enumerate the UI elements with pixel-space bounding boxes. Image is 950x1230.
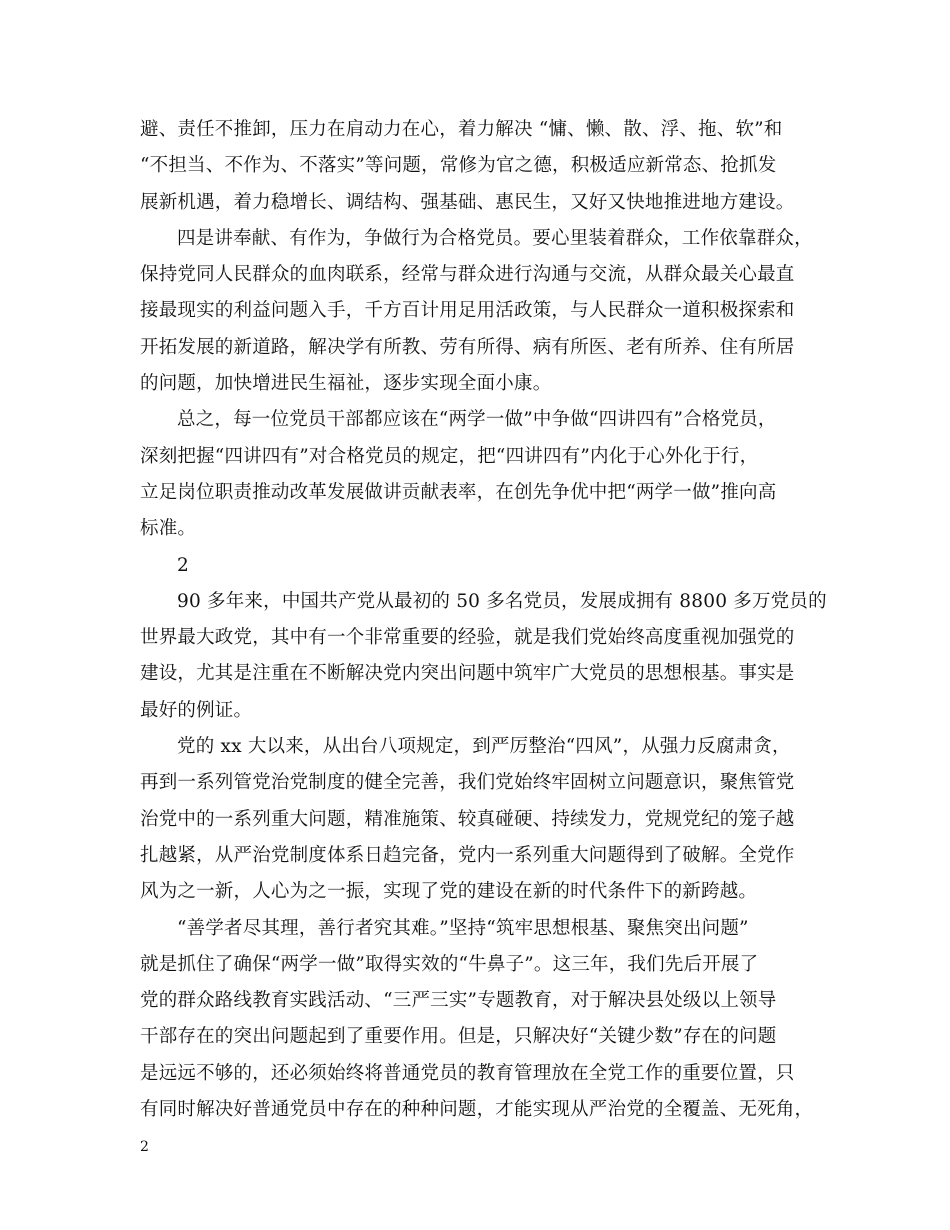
text-line: 展新机遇，着力稳增长、调结构、强基础、惠民生，又好又快地推进地方建设。: [140, 191, 795, 213]
text-line: 开拓发展的新道路，解决学有所教、劳有所得、病有所医、老有所养、住有所居: [140, 336, 795, 358]
text-line: 党的群众路线教育实践活动、“三严三实”专题教育，对于解决县处级以上领导: [140, 990, 777, 1012]
text-line: 扎越紧，从严治党制度体系日趋完备，党内一系列重大问题得到了破解。全党作: [140, 844, 795, 866]
text-line: 是远远不够的，还必须始终将普通党员的教育管理放在全党工作的重要位置，只: [140, 1062, 795, 1084]
text-line: 四是讲奉献、有作为，争做行为合格党员。要心里装着群众，工作依靠群众，: [177, 227, 813, 249]
text-line: 接最现实的利益问题入手，千方百计用足用活政策，与人民群众一道积极探索和: [140, 300, 795, 322]
text-line: 党的 xx 大以来，从出台八项规定，到严厉整治“四风”，从强力反腐肃贪，: [177, 736, 791, 758]
text-line: 立足岗位职责推动改革发展做讲贡献表率，在创先争优中把“两学一做”推向高: [140, 481, 777, 503]
text-line: 再到一系列管党治党制度的健全完善，我们党始终牢固树立问题意识，聚焦管党: [140, 772, 795, 794]
text-line: 就是抓住了确保“两学一做”取得实效的“牛鼻子”。这三年，我们先后开展了: [140, 953, 759, 975]
page-number: 2: [140, 1139, 149, 1155]
text-line: 避、责任不推卸，压力在肩动力在心，着力解决 “慵、懒、散、浮、拖、软”和: [140, 119, 783, 140]
text-line: 有同时解决好普通党员中存在的种种问题，才能实现从严治党的全覆盖、无死角，: [140, 1099, 814, 1121]
text-line: 干部存在的突出问题起到了重要作用。但是，只解决好“关键少数”存在的问题: [140, 1026, 777, 1048]
text-line: 的问题，加快增进民生福祉，逐步实现全面小康。: [140, 373, 552, 395]
text-line: 2: [177, 554, 189, 576]
text-line: “善学者尽其理，善行者究其难。”坚持“筑牢思想根基、聚焦突出问题”: [177, 917, 749, 939]
document-body: [140, 112, 830, 1128]
text-line: 总之，每一位党员干部都应该在“两学一做”中争做“四讲四有”合格党员，: [177, 409, 777, 431]
text-line: 世界最大政党，其中有一个非常重要的经验，就是我们党始终高度重视加强党的: [140, 627, 795, 649]
text-line: 标准。: [140, 518, 197, 540]
text-line: 深刻把握“四讲四有”对合格党员的规定，把“四讲四有”内化于心外化于行，: [140, 445, 759, 467]
text-line: 建设，尤其是注重在不断解决党内突出问题中筑牢广大党员的思想根基。事实是: [140, 663, 795, 685]
text-line: “不担当、不作为、不落实”等问题，常修为官之德，积极适应新常态、抢抓发: [140, 155, 777, 177]
text-line: 治党中的一系列重大问题，精准施策、较真碰硬、持续发力，党规党纪的笼子越: [140, 808, 795, 830]
text-line: 保持党同人民群众的血肉联系，经常与群众进行沟通与交流，从群众最关心最直: [140, 264, 795, 286]
text-line: 最好的例证。: [140, 699, 253, 721]
text-line: 风为之一新，人心为之一振，实现了党的建设在新的时代条件下的新跨越。: [140, 881, 758, 903]
text-line: 90 多年来，中国共产党从最初的 50 多名党员，发展成拥有 8800 多万党员的: [177, 590, 827, 612]
